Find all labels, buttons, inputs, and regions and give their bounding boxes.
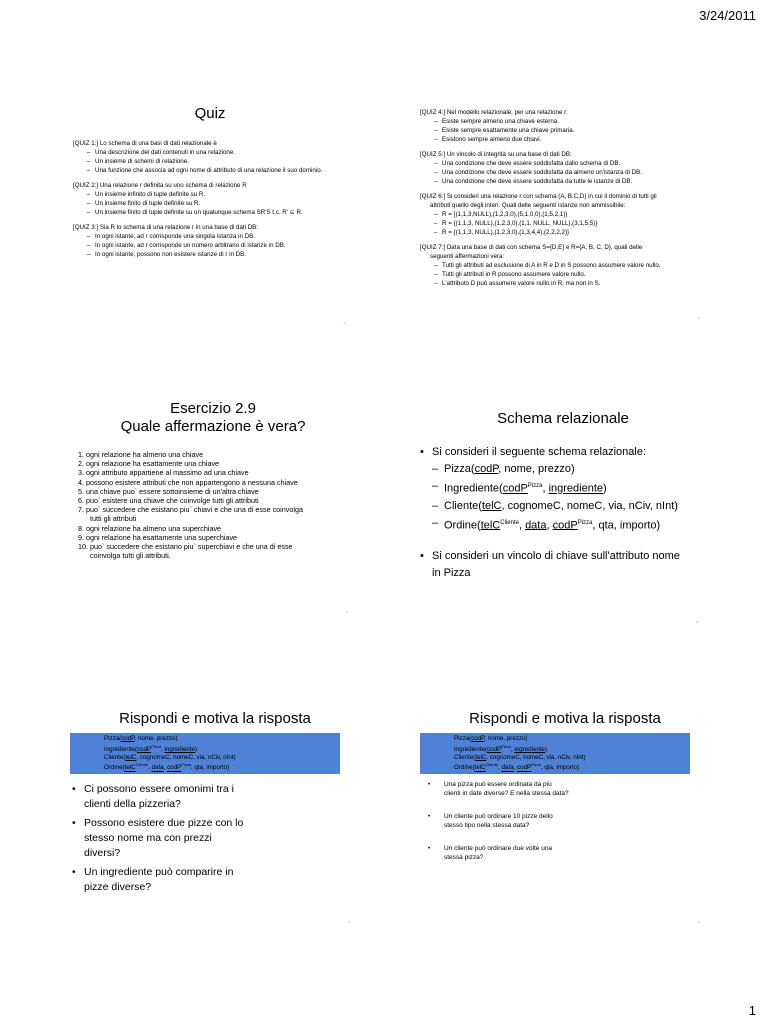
list-item: 5. una chiave puo` essere sottoinsieme di un'altra chiave: [78, 486, 259, 496]
question-item: • Un cliente può ordinare due volte una stessa pizza?: [420, 844, 570, 862]
question-item: • Un ingrediente può comparire in pizze diverse?: [70, 865, 250, 895]
option: – Un insieme finito di tuple definite su R.: [73, 199, 355, 208]
slide-number: 6: [698, 920, 700, 924]
list-item-cont: tutti gli attributi: [90, 514, 137, 524]
relation-pizza: – Pizza(codP, nome, prezzo): [418, 461, 708, 478]
option: – Una descrizione dei dati contenuti in una relazione.: [73, 148, 355, 157]
relation-pizza: Pizza(codP, nome, prezzo): [104, 735, 178, 742]
slide-number: 1: [343, 321, 345, 325]
slide-title: Rispondi e motiva la risposta: [469, 710, 661, 727]
slide-number: 3: [346, 610, 348, 614]
option-list: [420, 117, 710, 144]
option-list: [420, 159, 710, 186]
question-list: [70, 782, 360, 895]
list-item: 10. puo` succedere che esistano piu` superchiavi e che una di esse: [78, 542, 293, 552]
relation-cliente: Cliente(telC, cognomeC, nomeC, via, nCiv, nInt): [454, 753, 586, 761]
list-item: 4. possono esistere attributi che non appartengono a nessuna chiave: [78, 477, 298, 487]
option: – Una condizione che deve essere soddisfatta dallo schema di DB.: [420, 159, 710, 168]
slide-title-line: Quale affermazione è vera?: [120, 418, 306, 435]
slide-title: [68, 400, 358, 436]
option: – R = {(1,1,3, NULL),(1,2,3,0),(1,1, NULL, NULL),(3,1,5,5)}: [420, 219, 710, 228]
slide-title: Quiz: [194, 105, 226, 122]
schema-box: [420, 733, 690, 774]
schema-list: [418, 444, 708, 582]
relation-ingrediente: Ingrediente(codP$^{Pizza}$, ingrediente): [104, 743, 198, 753]
list-item: 6. puo` esistere una chiave che coinvolge tutti gli attributi: [78, 496, 259, 506]
relation-ordine: Ordine(telC$^{Cliente}$, data, codP$^{Pizza}$, qta, importo): [454, 762, 580, 772]
relation-ordine: – Ordine(telC$^{Cliente}$, data, codP$^{Pizza}$, qta, importo): [418, 515, 708, 535]
option: – Esistono sempre almeno due chiavi.: [420, 135, 710, 144]
slide-title: Rispondi e motiva la risposta: [119, 710, 311, 727]
slide-title: Schema relazionale: [497, 410, 629, 427]
quiz-question: [QUIZ 4:] Nel modello relazionale, per una relazione r:: [420, 109, 568, 116]
option: – R = {(1,1,3,NULL),(1,2,3,0),(5,1,0,0),(1,5,2,1)}: [420, 210, 710, 219]
list-item: 2. ogni relazione ha esattamente una chiave: [78, 459, 220, 469]
option: – Esiste sempre esattamente una chiave primaria.: [420, 126, 710, 135]
relation-pizza: Pizza(codP, nome, prezzo): [454, 735, 528, 742]
list-item: 8. ogni relazione ha almeno una superchiave: [78, 523, 222, 533]
question-item: • Ci possono essere omonimi tra i clienti della pizzeria?: [70, 782, 250, 812]
quiz-question: [QUIZ 3:] Sia R lo schema di una relazione r in una base di dati DB:: [73, 224, 259, 231]
option: – In ogni istante, possono non esistere istanze di r in DB.: [73, 250, 355, 259]
relation-ingrediente: – Ingrediente(codP$^{Pizza}$, ingrediente): [418, 478, 708, 498]
list-item: 3. ogni attributo appartiene al massimo ad una chiave: [78, 468, 249, 478]
slide-number: 4: [696, 620, 698, 624]
list-item-cont: coinvolga tutti gli attributi.: [90, 551, 171, 561]
relation-ordine: Ordine(telC$^{Cliente}$, data, codP$^{Pizza}$, qta, importo): [104, 762, 230, 772]
question-item: • Un cliente può ordinare 10 pizze dello stesso tipo nella stessa data?: [420, 812, 570, 830]
option: – Un insieme di schemi di relazione.: [73, 157, 355, 166]
option: – Esiste sempre almeno una chiave esterna.: [420, 117, 710, 126]
option: – Tutti gli attributi ad esclusione di A in R e D in S possono assumere valore nullo.: [420, 261, 710, 270]
quiz-question: [QUIZ 7:] Data una base di dati con schema S={D,E} e R={A, B, C, D}, quali delle: [420, 244, 643, 251]
option: – Una funzione che associa ad ogni nome di attributo di una relazione il suo dominio.: [73, 166, 355, 175]
list-item: 7. puo` succedere che esistano piu` chiavi e che una di esse coinvolga: [78, 505, 303, 515]
option: – In ogni istante, ad r corrisponde un numero arbitrario di istanze in DB.: [73, 241, 355, 250]
question-list: [420, 780, 710, 862]
quiz-question: [QUIZ 1:] Lo schema di una basi di dati relazionale è: [73, 140, 217, 147]
option-list: [420, 210, 710, 237]
option: – L'attributo D può assumere valore nullo in R, ma non in S.: [420, 279, 710, 288]
question-item: • Possono esistere due pizze con lo stesso nome ma con prezzi diversi?: [70, 816, 250, 861]
option: – Un insieme finito di tuple definite su un qualunque schema SR'S t.c. R' ⊆ R.: [73, 208, 355, 217]
option: – Un insieme infinito di tuple definite su R.: [73, 190, 355, 199]
list-item: 1. ogni relazione ha almeno una chiave: [78, 450, 204, 459]
quiz-question: [QUIZ 6:] Si consideri una relazione r con schema (A, B,C,D) in cui il dominio di tutti gli: [420, 193, 657, 200]
quiz-question: [QUIZ 2:] Una relazione r definita su uno schema di relazione R: [73, 182, 247, 189]
quiz-question-cont: seguenti affermazioni vera:: [430, 253, 505, 260]
slide-number: 2: [698, 316, 700, 320]
page-number: 1: [748, 1003, 756, 1018]
slide-quiz-1: [65, 105, 355, 325]
quiz-block: [73, 139, 355, 259]
quiz-question: [QUIZ 5:] Un vincolo di integrità su una base di dati DB:: [420, 151, 572, 158]
option: – In ogni istante, ad r corrisponde una singola istanza in DB.: [73, 232, 355, 241]
slide-quiz-2: [420, 100, 710, 320]
relation-cliente: – Cliente(telC, cognomeC, nomeC, via, nCiv, nInt): [418, 498, 708, 515]
option: – Una condizione che deve essere soddisfatta da tutte le istanze di DB.: [420, 177, 710, 186]
option-list: [73, 232, 355, 259]
option: – R = {(1,1,3, NULL),(1,2,3,0),(1,3,4,4),(2,2,2,2)}: [420, 228, 710, 237]
slide-title-line: Esercizio 2.9: [170, 400, 256, 417]
option: – Tutti gli attributi in R possono assumere valore nullo.: [420, 270, 710, 279]
question-item: • Una pizza può essere ordinata da più clienti in date diverse? E nella stessa data?: [420, 780, 570, 798]
option: – Una condizione che deve essere soddisfatta da almeno un'istanza di DB.: [420, 168, 710, 177]
quiz-question-cont: attributi quello degli interi. Quali delle seguenti istanze non ammissibile:: [430, 202, 626, 209]
slide-rispondi-2: [420, 710, 710, 930]
schema-box: [70, 733, 340, 774]
slide-esercizio: [68, 400, 358, 620]
bullet: • Si consideri un vincolo di chiave sull'attributo nome in Pizza: [418, 548, 688, 582]
quiz-block: [420, 108, 710, 288]
relation-ingrediente: Ingrediente(codP$^{Pizza}$, ingrediente): [454, 743, 548, 753]
slide-schema: [418, 410, 708, 630]
statement-list: [68, 450, 358, 560]
option-list: [420, 261, 710, 288]
list-item: 9. ogni relazione ha esattamente una superchiave: [78, 532, 238, 542]
bullet: • Si consideri il seguente schema relazionale:: [418, 444, 708, 461]
slide-rispondi-1: [70, 710, 360, 930]
option-list: [73, 190, 355, 217]
relation-cliente: Cliente(telC, cognomeC, nomeC, via, nCiv, nInt): [104, 753, 236, 761]
option-list: [73, 148, 355, 175]
slide-number: 5: [348, 920, 350, 924]
print-date: 3/24/2011: [699, 8, 756, 23]
